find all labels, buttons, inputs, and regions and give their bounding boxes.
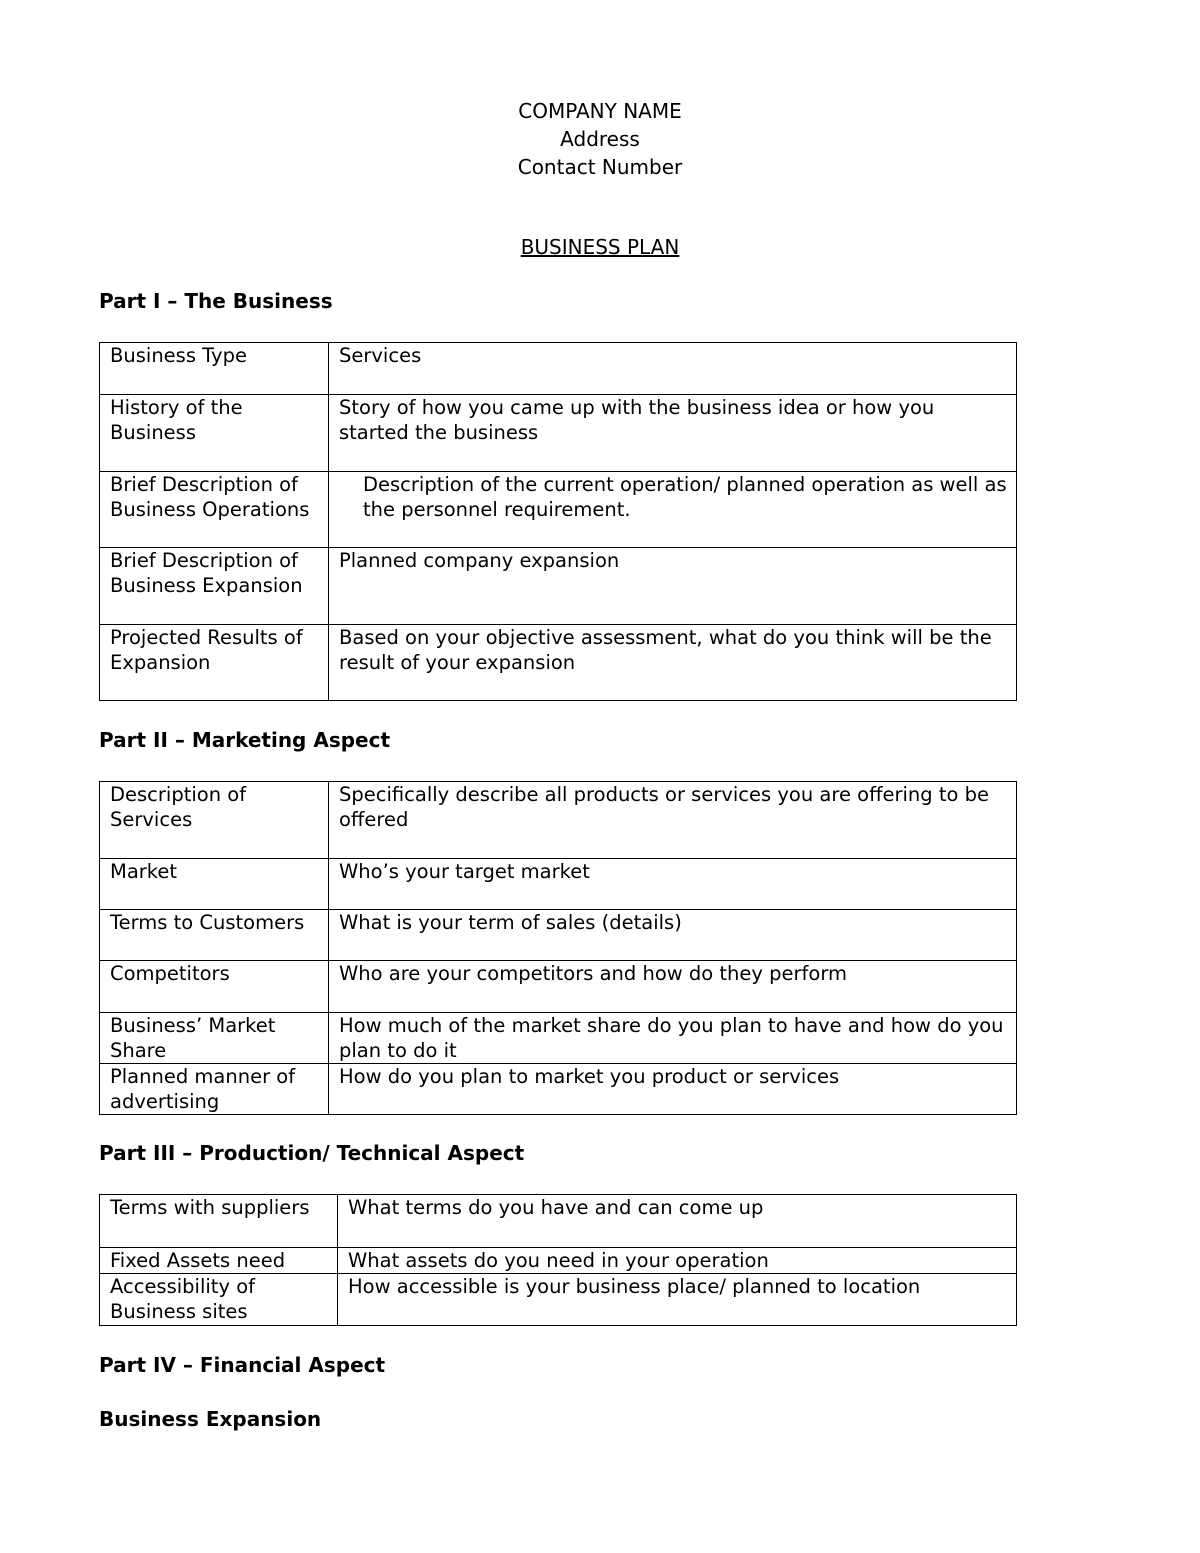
row-value: Description of the current operation/ planned operation as well as the personnel requirement. [329, 472, 1017, 548]
row-label: Competitors [100, 961, 329, 1013]
row-label: Accessibility of Business sites [100, 1274, 338, 1326]
table-row [100, 472, 1017, 548]
row-label: Projected Results of Expansion [100, 625, 329, 701]
row-label: History of the Business [100, 395, 329, 472]
row-value: Who’s your target market [329, 859, 1017, 910]
row-value: Based on your objective assessment, what do you think will be the result of your expansion [329, 625, 1017, 701]
table-row [100, 395, 1017, 472]
part3-table [99, 1194, 1017, 1326]
row-value: What terms do you have and can come up [338, 1195, 1017, 1248]
table-row [100, 859, 1017, 910]
table-row [100, 343, 1017, 395]
row-label: Business Type [100, 343, 329, 395]
row-value: Planned company expansion [329, 548, 1017, 625]
table-row [100, 1064, 1017, 1115]
company-contact-number: Contact Number [517, 155, 683, 179]
table-row [100, 910, 1017, 961]
part2-heading: Part II – Marketing Aspect [99, 728, 391, 752]
row-label: Description of Services [100, 782, 329, 859]
part4-heading: Part IV – Financial Aspect [99, 1353, 386, 1377]
row-value: How accessible is your business place/ planned to location [338, 1274, 1017, 1326]
row-label: Market [100, 859, 329, 910]
row-label: Business’ Market Share [100, 1013, 329, 1064]
row-label: Brief Description of Business Expansion [100, 548, 329, 625]
row-value: What is your term of sales (details) [329, 910, 1017, 961]
part4-subheading: Business Expansion [99, 1407, 322, 1431]
row-value: Story of how you came up with the business idea or how you started the business [329, 395, 1017, 472]
table-row [100, 782, 1017, 859]
company-address: Address [560, 127, 640, 151]
row-value: Specifically describe all products or services you are offering to be offered [329, 782, 1017, 859]
table-row [100, 1274, 1017, 1326]
company-name: COMPANY NAME [518, 99, 682, 123]
row-value: Who are your competitors and how do they perform [329, 961, 1017, 1013]
part2-table [99, 781, 1017, 1115]
document-title: BUSINESS PLAN [520, 235, 680, 259]
table-row [100, 1248, 1017, 1274]
table-row [100, 961, 1017, 1013]
row-value: What assets do you need in your operation [338, 1248, 1017, 1274]
part1-heading: Part I – The Business [99, 289, 333, 313]
part1-table [99, 342, 1017, 701]
row-label: Terms to Customers [100, 910, 329, 961]
row-value: How much of the market share do you plan to have and how do you plan to do it [329, 1013, 1017, 1064]
table-row [100, 1195, 1017, 1248]
row-label: Planned manner of advertising [100, 1064, 329, 1115]
row-label: Brief Description of Business Operations [100, 472, 329, 548]
row-value: Services [329, 343, 1017, 395]
table-row [100, 1013, 1017, 1064]
table-row [100, 548, 1017, 625]
row-label: Terms with suppliers [100, 1195, 338, 1248]
company-header [0, 97, 1200, 181]
part3-heading: Part III – Production/ Technical Aspect [99, 1141, 525, 1165]
row-label: Fixed Assets need [100, 1248, 338, 1274]
row-value: How do you plan to market you product or services [329, 1064, 1017, 1115]
table-row [100, 625, 1017, 701]
